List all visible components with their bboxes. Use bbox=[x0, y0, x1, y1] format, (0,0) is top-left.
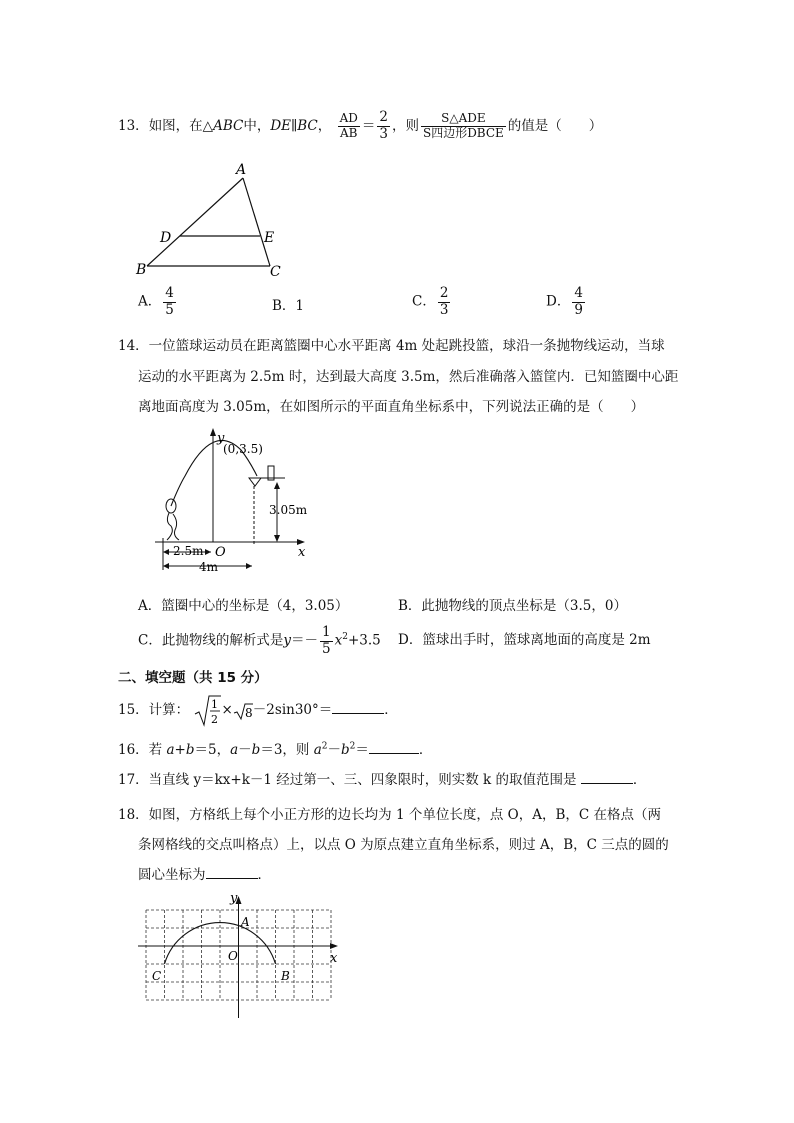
axis-x-label: x bbox=[330, 951, 338, 966]
q15: 15．计算： 1 2 × 8 －2sin30°＝ ． bbox=[118, 692, 398, 729]
height-label: 3.05m bbox=[269, 503, 308, 517]
q14-option-a[interactable]: A．篮圈中心的坐标是（4，3.05） bbox=[138, 598, 349, 614]
q16: 16．若 a+b＝5，a－b＝3，则 $a^2-b^2=$ ． bbox=[118, 741, 433, 758]
svg-text:2: 2 bbox=[211, 713, 219, 726]
q13-option-a[interactable]: A． $\frac{4}{5}$ bbox=[138, 285, 174, 318]
sqrt-8 bbox=[233, 693, 253, 729]
q14-option-b[interactable]: B．此抛物线的顶点坐标是（3.5，0） bbox=[398, 598, 627, 614]
point-b-label: B bbox=[281, 969, 290, 983]
answer-blank-16[interactable] bbox=[369, 741, 419, 754]
q17: 17．当直线 y＝kx+k－1 经过第一、三、四象限时，则实数 k 的取值范围是 ． bbox=[118, 772, 647, 788]
label-e: E bbox=[264, 230, 275, 246]
q14-option-c[interactable]: C．此抛物线的解析式是y＝－ $\frac{1}{5}$ $x^2+3.5$ bbox=[138, 623, 381, 657]
axis-y-label: y bbox=[230, 891, 238, 906]
svg-text:8: 8 bbox=[244, 706, 253, 720]
point-a-label: A bbox=[241, 915, 250, 929]
q14-stem-line1: 14．一位篮球运动员在距离篮圈中心水平距离 4m 处起跳投篮，球沿一条抛物线运动，当球 bbox=[118, 338, 665, 354]
section-fill-in-blank: 二、填空题（共 15 分） bbox=[118, 670, 268, 686]
axis-y-label: y bbox=[217, 431, 225, 446]
answer-blank-15[interactable] bbox=[332, 701, 384, 714]
triangle-figure bbox=[130, 158, 300, 283]
answer-blank-18[interactable] bbox=[206, 866, 258, 879]
q14-option-d[interactable]: D．篮球出手时，篮球离地面的高度是 2m bbox=[398, 632, 651, 648]
q13-stem: 13．如图，在△ABC中，DE∥BC， $\frac{AD}{AB}$ ＝ $\frac{2}{3}$ ，则 $\frac{\text{S△ADE}}{\text{S四边形DBCE}}$ 的值是（ ） bbox=[118, 109, 603, 142]
sqrt-half bbox=[193, 693, 221, 729]
q13-option-c[interactable]: C． $\frac{2}{3}$ bbox=[412, 285, 449, 318]
basketball-figure bbox=[145, 426, 325, 576]
q18-stem-line3: 圆心坐标为 ． bbox=[138, 867, 271, 883]
distance-25-label: 2.5m bbox=[173, 544, 204, 558]
q13-option-b[interactable]: B．1 bbox=[272, 298, 305, 314]
label-d: D bbox=[160, 230, 172, 246]
fraction-ad-ab: $\frac{AD}{AB}$ bbox=[339, 111, 358, 140]
fraction-area-ratio: $\frac{\text{S△ADE}}{\text{S四边形DBCE}}$ bbox=[422, 111, 504, 140]
q18-stem-line2: 条网格线的交点叫格点）上，以点 O 为原点建立直角坐标系，则过 A，B，C 三点的圆的 bbox=[138, 837, 669, 853]
q14-stem-line2: 运动的水平距离为 2.5m 时，达到最大高度 3.5m，然后准确落入篮筐内．已知篮圈中心距 bbox=[138, 369, 679, 385]
fraction-2-3: $\frac{2}{3}$ bbox=[379, 109, 388, 142]
q14-stem-line3: 离地面高度为 3.05m，在如图所示的平面直角坐标系中，下列说法正确的是（ ） bbox=[138, 399, 645, 415]
answer-blank-17[interactable] bbox=[581, 771, 633, 784]
svg-text:1: 1 bbox=[211, 698, 219, 711]
origin-label: O bbox=[215, 545, 226, 560]
distance-4-label: 4m bbox=[199, 560, 219, 574]
q13-option-d[interactable]: D． $\frac{4}{9}$ bbox=[546, 285, 583, 318]
origin-label: O bbox=[228, 949, 238, 963]
axis-x-label: x bbox=[298, 545, 306, 560]
q18-stem-line1: 18．如图，方格纸上每个小正方形的边长均为 1 个单位长度，点 O，A，B，C 在格点（两 bbox=[118, 807, 661, 823]
label-b: B bbox=[136, 262, 147, 278]
label-a: A bbox=[236, 162, 247, 178]
point-c-label: C bbox=[152, 969, 162, 983]
label-c: C bbox=[270, 264, 281, 280]
vertex-label: (0,3.5) bbox=[223, 442, 263, 456]
grid-circle-figure bbox=[130, 890, 350, 1022]
